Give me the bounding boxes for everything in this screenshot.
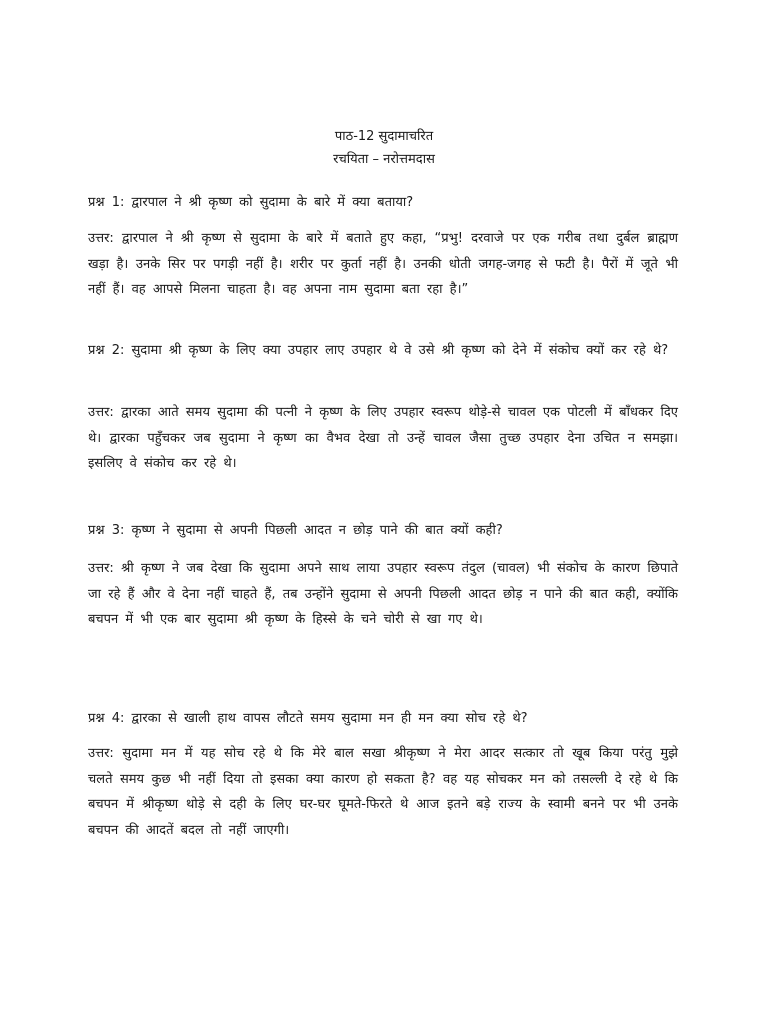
answer-text: उत्तर: सुदामा मन में यह सोच रहे थे कि मेरे बाल सखा श्रीकृष्ण ने मेरा आदर सत्कार तो खूब किया परंतु मुझे चलते समय कुछ भी नहीं दिया तो इसका क्या कारण हो सकता है? वह यह सोचकर मन को तसल्ली दे रहे थे कि बचपन में श्रीकृष्ण थोड़े से दही के लिए घर-घर घूमते-फिरते थे आज इतने बड़े राज्य के स्वामी बनने पर भी उनके बचपन की आदतें बदल तो नहीं जाएगी। <box>88 746 678 838</box>
answer-2 <box>88 400 678 477</box>
lesson-title: पाठ-12 सुदामाचरित <box>334 129 434 144</box>
answer-text: उत्तर: श्री कृष्ण ने जब देखा कि सुदामा अपने साथ लाया उपहार स्वरूप तंदुल (चावल) भी संकोच के कारण छिपाते जा रहे हैं और वे देना नहीं चाहते हैं, तब उन्होंने सुदामा से अपनी पिछली आदत छोड़ न पाने की बात कही, क्योंकि बचपन में भी एक बार सुदामा श्री कृष्ण के हिस्से के चने चोरी से खा गए थे। <box>88 561 678 627</box>
author-line: रचयिता – नरोत्तमदास <box>333 152 435 167</box>
question-1 <box>88 190 678 216</box>
answer-4 <box>88 741 678 843</box>
question-text: प्रश्न 2: सुदामा श्री कृष्ण के लिए क्या उपहार लाए उपहार थे वे उसे श्री कृष्ण को देने में संकोच क्यों कर रहे थे? <box>88 343 669 358</box>
answer-text: उत्तर: द्वारका आते समय सुदामा की पत्नी ने कृष्ण के लिए उपहार स्वरूप थोड़े-से चावल एक पोटली में बाँधकर दिए थे। द्वारका पहुँचकर जब सुदामा ने कृष्ण का वैभव देखा तो उन्हें चावल जैसा तुच्छ उपहार देना उचित न समझा। इसलिए वे संकोच कर रहे थे। <box>88 405 678 471</box>
question-text: प्रश्न 1: द्वारपाल ने श्री कृष्ण को सुदामा के बारे में क्या बताया? <box>88 195 414 210</box>
answer-text: उत्तर: द्वारपाल ने श्री कृष्ण से सुदामा के बारे में बताते हुए कहा, “प्रभु! दरवाजे पर एक गरीब तथा दुर्बल ब्राह्मण खड़ा है। उनके सिर पर पगड़ी नहीं है। शरीर पर कुर्ता नहीं है। उनकी धोती जगह-जगह से फटी है। पैरों में जूते भी नहीं हैं। वह आपसे मिलना चाहता है। वह अपना नाम सुदामा बता रहा है।” <box>88 231 678 297</box>
question-text: प्रश्न 4: द्वारका से खाली हाथ वापस लौटते समय सुदामा मन ही मन क्या सोच रहे थे? <box>88 711 528 726</box>
question-text: प्रश्न 3: कृष्ण ने सुदामा से अपनी पिछली आदत न छोड़ पाने की बात क्यों कही? <box>88 523 503 538</box>
answer-3 <box>88 556 678 633</box>
question-3 <box>88 518 678 544</box>
question-2 <box>88 338 678 364</box>
question-4 <box>88 706 678 732</box>
answer-1 <box>88 226 678 303</box>
